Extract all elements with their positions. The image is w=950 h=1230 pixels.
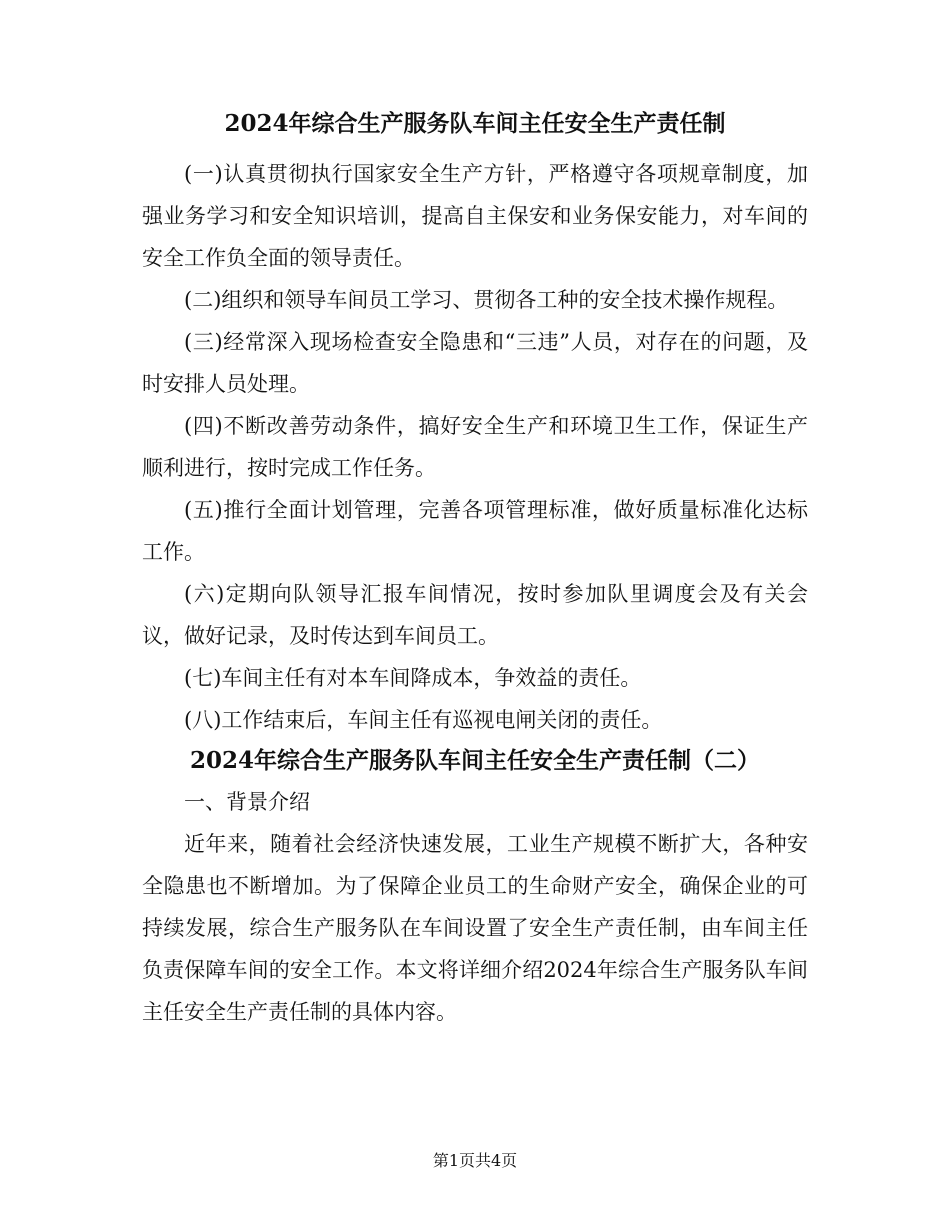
responsibility-item-7: (七)车间主任有对本车间降成本，争效益的责任。 [184,666,642,690]
document-body [142,104,808,1033]
page-number: 第1页共4页 [432,1151,518,1170]
responsibility-item-8: (八)工作结束后，车间主任有巡视电闸关闭的责任。 [184,708,663,732]
responsibility-item-5: (五)推行全面计划管理，完善各项管理标准，做好质量标准化达标工作。 [142,498,808,564]
responsibility-item-3: (三)经常深入现场检查安全隐患和“三违”人员，对存在的问题，及时安排人员处理。 [142,330,808,396]
responsibility-item-6: (六)定期向队领导汇报车间情况，按时参加队里调度会及有关会议，做好记录，及时传达到车间员工。 [142,582,808,648]
responsibility-item-4: (四)不断改善劳动条件，搞好安全生产和环境卫生工作，保证生产顺利进行，按时完成工作任务。 [142,414,808,480]
section-heading: 一、背景介绍 [184,790,310,814]
document-subtitle: 2024年综合生产服务队车间主任安全生产责任制（二） [189,747,760,774]
section-paragraph: 近年来，随着社会经济快速发展，工业生产规模不断扩大，各种安全隐患也不断增加。为了保障企业员工的生命财产安全，确保企业的可持续发展，综合生产服务队在车间设置了安全生产责任制，由车间主任负责保障车间的安全工作。本文将详细介绍2024年综合生产服务队车间主任安全生产责任制的具体内容。 [142,832,808,1024]
document-title: 2024年综合生产服务队车间主任安全生产责任制 [224,110,726,137]
responsibility-item-2: (二)组织和领导车间员工学习、贯彻各工种的安全技术操作规程。 [184,288,789,312]
responsibility-item-1: (一)认真贯彻执行国家安全生产方针，严格遵守各项规章制度，加强业务学习和安全知识培训，提高自主保安和业务保安能力，对车间的安全工作负全面的领导责任。 [142,162,808,270]
